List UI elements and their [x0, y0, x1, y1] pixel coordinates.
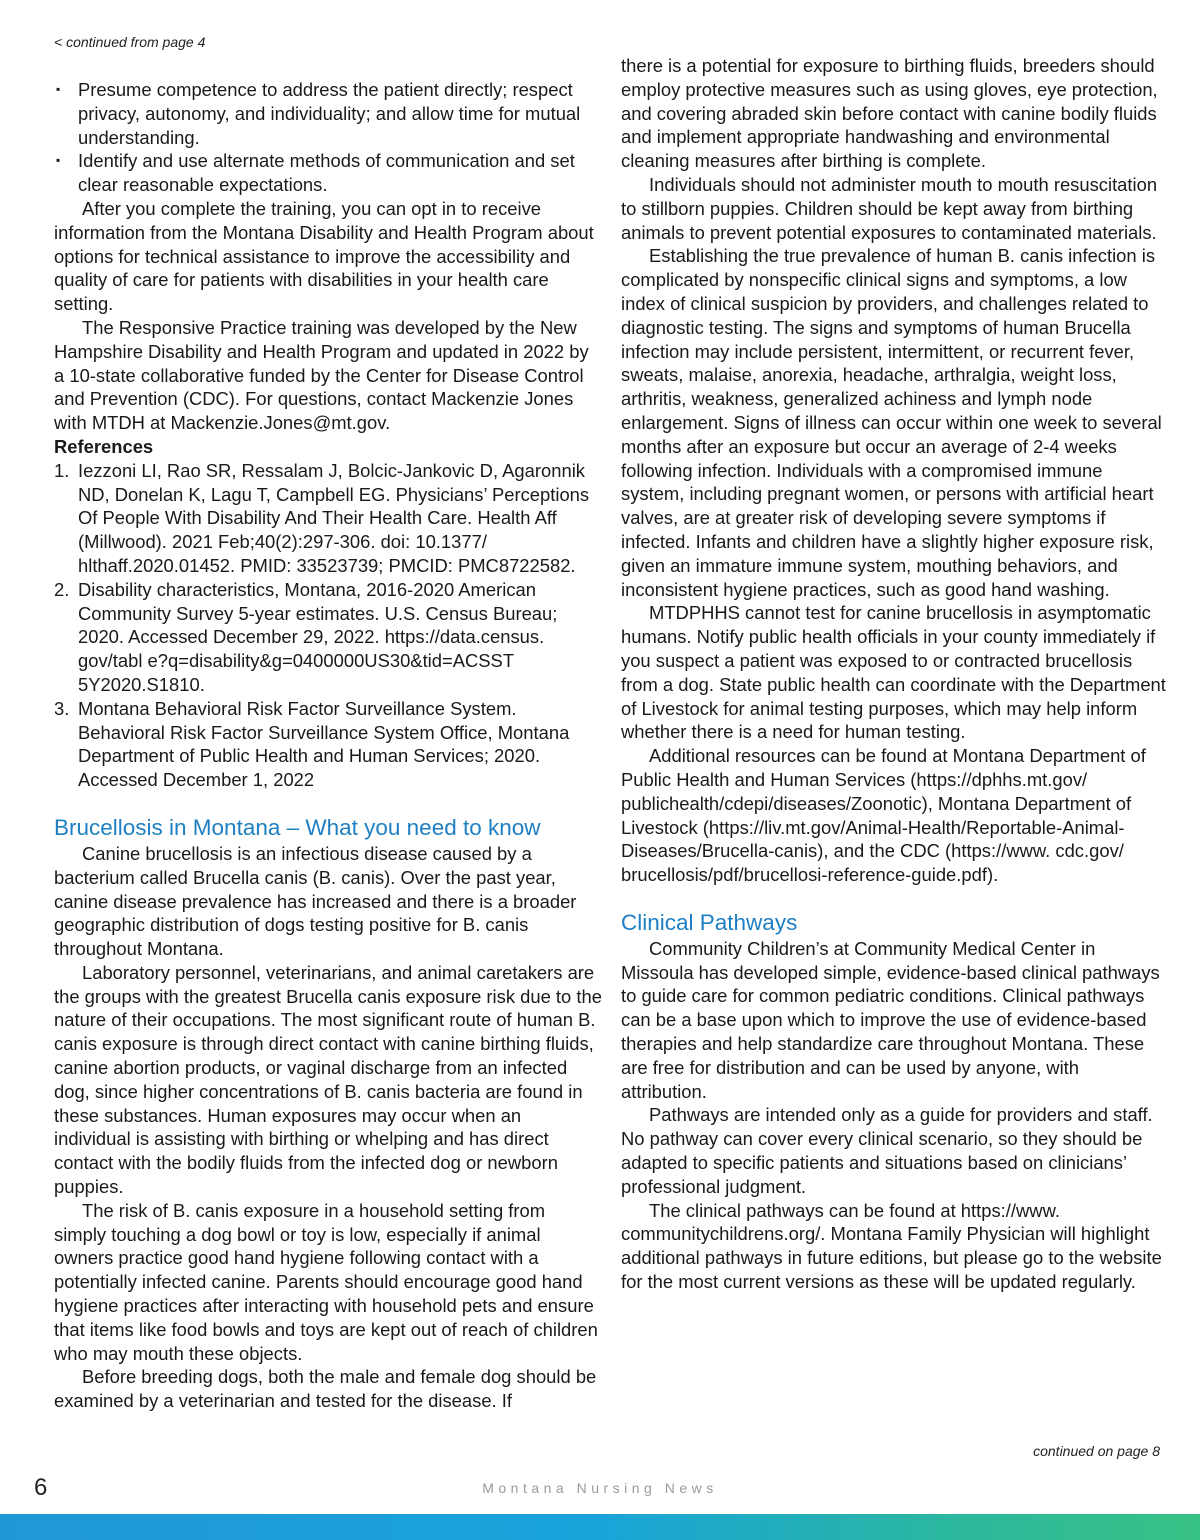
paragraph: there is a potential for exposure to birthing fluids, breeders should employ protective measures such as using gloves, eye protection, and covering abraded skin before contact with canine bodily fluids and implement appropriate handwashing and environmental cleaning measures after birthing is complete.: [621, 55, 1158, 172]
paragraph: Before breeding dogs, both the male and female dog should be examined by a veterinarian and tested for the disease. If: [54, 1366, 597, 1412]
reference-number: 1.: [54, 459, 70, 481]
brucellosis-heading: Brucellosis in Montana – What you need to know: [54, 814, 541, 840]
clinical-pathways-heading: Clinical Pathways: [621, 909, 798, 935]
reference-item: [54, 578, 602, 697]
paragraph: After you complete the training, you can opt in to receive information from the Montana Disability and Health Program about options for technical assistance to improve the accessibility and quality of care for patients with disabilities in your health care setting.: [54, 197, 594, 315]
references-heading: References: [54, 435, 154, 457]
references-list: [54, 459, 602, 792]
continued-on-label: continued on page 8: [1033, 1443, 1160, 1459]
bullet-item: ▪ Identify and use alternate methods of communication and set clear reasonable expectations.: [54, 149, 602, 197]
paragraph: Canine brucellosis is an infectious disease caused by a bacterium called Brucella canis (B. canis). Over the past year, canine disease prevalence has increased and there is a broader geographic distribution of dogs testing positive for B. canis throughout Montana.: [54, 842, 577, 960]
paragraph: Individuals should not administer mouth to mouth resuscitation to stillborn puppies. Children should be kept away from birthing animals to prevent potential exposures to contaminated materials.: [621, 173, 1158, 243]
reference-number: 2.: [54, 578, 70, 600]
paragraph: Community Children’s at Community Medical Center in Missoula has developed simple, evidence-based clinical pathways to guide care for common pediatric conditions. Clinical pathways can be a base upon which to improve the use of evidence-based therapies and help standardize care throughout Montana. These are free for distribution and can be used by anyone, with attribution.: [621, 937, 1160, 1102]
paragraph: Laboratory personnel, veterinarians, and animal caretakers are the groups with the greatest Brucella canis exposure risk due to the nature of their occupations. The most significant route of human B. canis exposure is through direct contact with canine birthing fluids, canine abortion products, or vaginal discharge from an infected dog, since higher concentrations of B. canis bacteria are found in these substances. Human exposures may occur when an individual is assisting with birthing or whelping and has direct contact with the bodily fluids from the infected dog or newborn puppies.: [54, 961, 602, 1198]
reference-text: Disability characteristics, Montana, 2016-2020 American Community Survey 5-year estimates. U.S. Census Bureau; 2020. Accessed December 29, 2022. https://data.census. gov/tabl e?q=disability&g=0400000US30&tid=ACSST 5Y2020.S1810.: [78, 578, 558, 695]
reference-text: Montana Behavioral Risk Factor Surveillance System. Behavioral Risk Factor Surveillance System Office, Montana Department of Public Health and Human Services; 2020. Accessed December 1, 2022: [78, 697, 570, 791]
paragraph: Pathways are intended only as a guide for providers and staff. No pathway can cover every clinical scenario, so they should be adapted to specific patients and situations based on clinicians’ professional judgment.: [621, 1104, 1153, 1197]
reference-text: Iezzoni LI, Rao SR, Ressalam J, Bolcic-Jankovic D, Agaronnik ND, Donelan K, Lagu T, Campbell EG. Physicians’ Perceptions Of People With Disability And Their Health Care. Health Aff (Millwood). 2021 Feb;40(2):297-306. doi: 10.1377/ hlthaff.2020.01452. PMID: 33523739; PMCID: PMC8722582.: [78, 459, 590, 576]
right-column: [621, 54, 1169, 1294]
paragraph: The risk of B. canis exposure in a household setting from simply touching a dog bowl or toy is low, especially if animal owners practice good hand hygiene following contact with a potentially infected canine. Parents should encourage good hand hygiene practices after interacting with household pets and ensure that items like food bowls and toys are kept out of reach of children who may mouth these objects.: [54, 1199, 598, 1364]
publication-title: Montana Nursing News: [482, 1480, 718, 1496]
page-number: 6: [34, 1474, 48, 1501]
paragraph: The Responsive Practice training was developed by the New Hampshire Disability and Health Program and updated in 2022 by a 10-state collaborative funded by the Center for Disease Control and Prevention (CDC). For questions, contact Mackenzie Jones with MTDH at Mackenzie.Jones@mt.gov.: [54, 316, 589, 434]
left-column: [54, 78, 602, 1413]
paragraph: Additional resources can be found at Montana Department of Public Health and Human Services (https://dphhs.mt.gov/ publichealth/cdepi/diseases/Zoonotic), Montana Department of Livestock (https://liv.mt.gov/Animal-Health/Reportable-Animal- Diseases/Brucella-canis), and the CDC (https://www. cdc.gov/ brucellosis/pdf/brucellosi-reference-guide.pdf).: [621, 745, 1146, 886]
reference-item: [54, 697, 602, 792]
paragraph: The clinical pathways can be found at https://www. communitychildrens.org/. Montana Family Physician will highlight additional pathways in future editions, but please go to the website for the most current versions as these will be updated regularly.: [621, 1199, 1162, 1293]
continued-from-label: < continued from page 4: [54, 34, 206, 50]
paragraph: MTDPHHS cannot test for canine brucellosis in asymptomatic humans. Notify public health officials in your county immediately if you suspect a patient was exposed to or contracted brucellosis from a dog. State public health can coordinate with the Department of Livestock for animal testing purposes, which may help inform whether there is a need for human testing.: [621, 602, 1166, 743]
bullet-item: ▪ Presume competence to address the patient directly; respect privacy, autonomy, and individuality; and allow time for mutual understanding.: [54, 78, 602, 149]
paragraph: Establishing the true prevalence of human B. canis infection is complicated by nonspecific clinical signs and symptoms, a low index of clinical suspicion by providers, and challenges related to diagnostic testing. The signs and symptoms of human Brucella infection may include persistent, intermittent, or recurrent fever, sweats, malaise, anorexia, headache, arthralgia, weight loss, arthritis, weakness, generalized achiness and lymph node enlargement. Signs of illness can occur within one week to several months after an exposure but occur an average of 2-4 weeks following infection. Individuals with a compromised immune system, including pregnant women, or persons with artificial heart valves, are at greater risk of developing severe symptoms if infected. Infants and children have a slightly higher exposure risk, given an immature immune system, mouthing behaviors, and inconsistent hygiene practices, such as good hand washing.: [621, 245, 1162, 600]
footer-gradient-bar: [0, 1514, 1200, 1540]
reference-item: [54, 459, 602, 578]
reference-number: 3.: [54, 697, 70, 719]
training-bullet-list: [54, 78, 602, 197]
